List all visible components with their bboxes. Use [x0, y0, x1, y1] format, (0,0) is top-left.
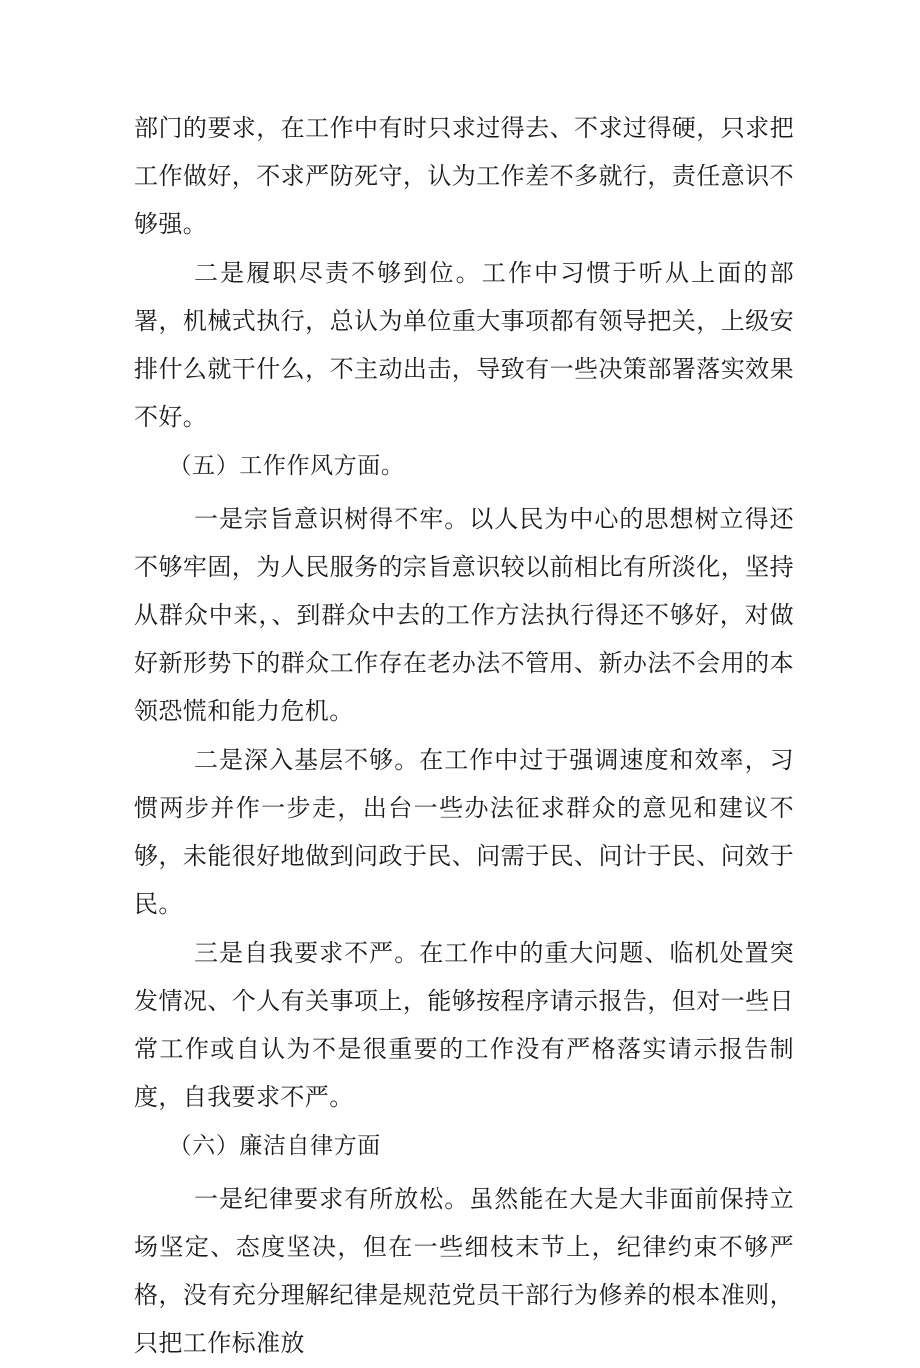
paragraph-grassroots: 二是深入基层不够。在工作中过于强调速度和效率，习惯两步并作一步走，出台一些办法征求群众的意见和建议不够，未能很好地做到问政于民、问需于民、问计于民、问效于民。	[134, 746, 794, 918]
paragraph-continuation: 部门的要求，在工作中有时只求过得去、不求过得硬，只求把工作做好，不求严防死守，认为工作差不多就行，责任意识不够强。	[134, 114, 794, 238]
paragraph-self-requirement: 三是自我要求不严。在工作中的重大问题、临机处置突发情况、个人有关事项上，能够按程序请示报告，但对一些日常工作或自认为不是很重要的工作没有严格落实请示报告制度，自我要求不严。	[134, 939, 794, 1111]
paragraph-duty-performance: 二是履职尽责不够到位。工作中习惯于听从上面的部署，机械式执行，总认为单位重大事项都有领导把关，上级安排什么就干什么，不主动出击，导致有一些决策部署落实效果不好。	[134, 259, 794, 431]
paragraph-purpose-awareness: 一是宗旨意识树得不牢。以人民为中心的思想树立得还不够牢固，为人民服务的宗旨意识较以前相比有所淡化，坚持从群众中来，、到群众中去的工作方法执行得还不够好，对做好新形势下的群众工作存在老办法不管用、新办法不会用的本领恐慌和能力危机。	[134, 505, 794, 725]
section-heading-integrity: （六）廉洁自律方面	[168, 1133, 381, 1159]
document-body	[134, 104, 794, 1368]
paragraph-discipline: 一是纪律要求有所放松。虽然能在大是大非面前保持立场坚定、态度坚决，但在一些细枝末节上，纪律约束不够严格，没有充分理解纪律是规范党员干部行为修养的根本准则，只把工作标准放	[134, 1185, 794, 1357]
section-heading-work-style: （五）工作作风方面。	[168, 453, 405, 479]
